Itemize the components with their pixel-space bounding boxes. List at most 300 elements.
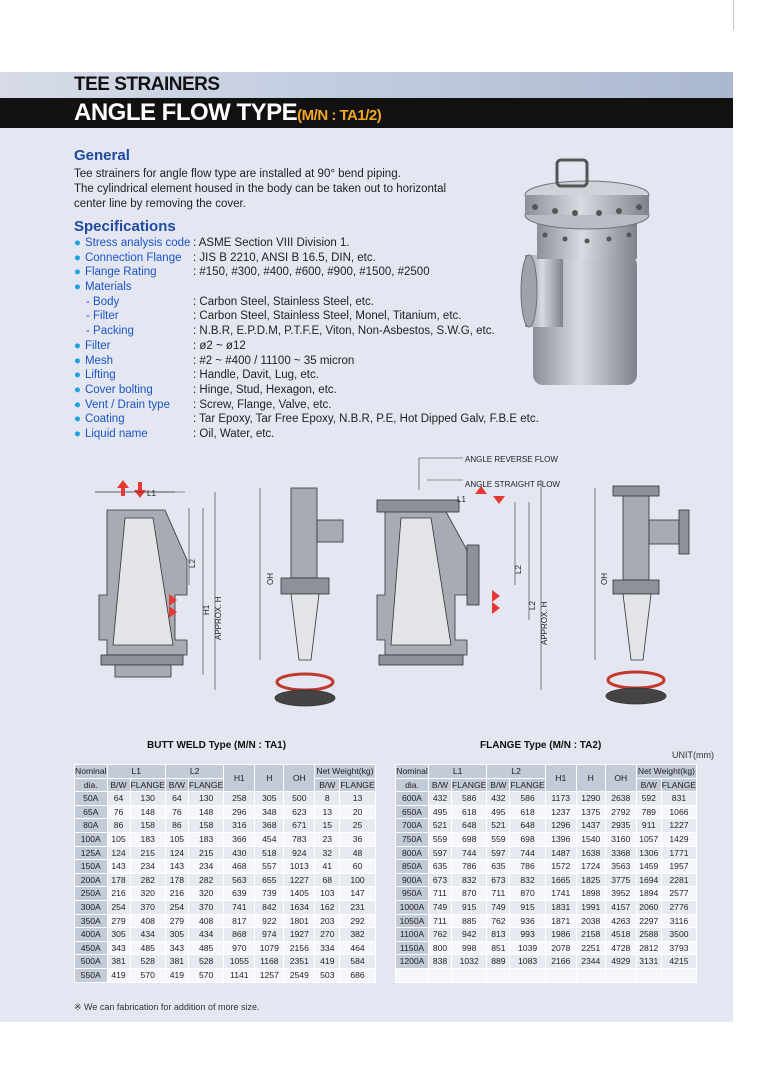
bullet-icon: ● [74,266,81,279]
table-cell: 432 [429,792,452,806]
specifications-list [74,236,574,442]
table-cell: 2776 [661,900,696,914]
spec-key [86,295,119,310]
spec-row [74,339,574,354]
nominal-dia-cell: 450A [75,941,108,955]
general-line: Tee strainers for angle flow type are installed at 90° bend piping. [74,168,401,180]
table-cell: 686 [340,968,375,982]
nominal-dia-cell: 550A [75,968,108,982]
table-cell-empty [661,968,696,982]
spec-value: : #150, #300, #400, #600, #900, #1500, #2500 [193,266,430,279]
table-cell: 370 [130,900,165,914]
table-cell: 570 [130,968,165,982]
table-cell: 597 [487,846,510,860]
table-cell: 215 [130,846,165,860]
spec-key-text: Liquid name [84,427,148,440]
table-cell: 68 [315,873,340,887]
label-l2-flange-inner: L2 [528,601,537,610]
table-cell-empty [545,968,576,982]
table-cell: 234 [130,860,165,874]
table-cell: 124 [107,846,130,860]
table-cell: 1290 [576,792,605,806]
nominal-dia-cell: 1100A [396,928,429,942]
dimension-table-left [74,764,376,983]
nominal-dia-cell: 800A [396,846,429,860]
table-cell: 557 [255,860,284,874]
table-cell: 915 [452,900,487,914]
table-cell-empty [636,968,661,982]
nominal-dia-cell: 50A [75,792,108,806]
nominal-dia-cell: 750A [396,832,429,846]
table-cell: 586 [510,792,545,806]
table-cell: 3160 [605,832,636,846]
table-cell: 279 [107,914,130,928]
table-cell: 86 [165,819,188,833]
table-row [396,914,697,928]
table-cell: 1405 [284,887,315,901]
table-cell: 305 [165,928,188,942]
table-cell: 231 [340,900,375,914]
spec-key-text: Flange Rating [84,266,157,279]
nominal-dia-cell: 125A [75,846,108,860]
table-cell: 2351 [284,955,315,969]
table-cell: 1257 [255,968,284,982]
bullet-icon: ● [74,369,81,382]
table-cell: 1540 [576,832,605,846]
table-cell: 1741 [545,887,576,901]
table-cell: 495 [487,805,510,819]
table-cell: 2297 [636,914,661,928]
table-cell: 889 [487,955,510,969]
header-weight-flange: FLANGE [340,778,375,792]
table-cell: 559 [429,832,452,846]
table-cell: 178 [107,873,130,887]
spec-row [74,309,574,324]
table-cell: 711 [429,914,452,928]
table-cell: 635 [487,860,510,874]
table-cell: 382 [340,928,375,942]
bullet-icon: ● [74,398,81,411]
spec-key [74,412,125,427]
table-cell: 2251 [576,941,605,955]
table-cell: 464 [340,941,375,955]
spec-key [74,265,157,280]
label-approx-h-flange: APPROX. H [540,601,549,645]
table-cell: 76 [107,805,130,819]
table-cell: 254 [107,900,130,914]
table-cell: 148 [130,805,165,819]
table-cell: 2078 [545,941,576,955]
table-cell: 1694 [636,873,661,887]
table-cell: 2038 [576,914,605,928]
spec-value: : #2 ~ #400 / 11100 ~ 35 micron [193,354,355,367]
table-cell: 1927 [284,928,315,942]
table-cell: 60 [340,860,375,874]
page-edge-line [733,0,734,30]
spec-key [74,280,132,295]
spec-row [74,280,574,295]
table-cell: 838 [429,955,452,969]
header-l1: L1 [429,765,487,779]
header-flange: FLANGE [130,778,165,792]
table-cell: 4518 [605,928,636,942]
label-angle-reverse: ANGLE REVERSE FLOW [465,455,558,464]
table-cell: 13 [315,805,340,819]
table-cell: 368 [255,819,284,833]
spec-row [74,354,574,369]
table-cell: 1039 [510,941,545,955]
table-row [75,887,376,901]
nominal-dia-cell: 1200A [396,955,429,969]
table-cell: 454 [255,832,284,846]
header-nominal: Nominal [396,765,429,779]
spec-key-text: Materials [84,281,132,294]
table-cell: 4728 [605,941,636,955]
table-cell: 292 [340,914,375,928]
header-bw: B/W [487,778,510,792]
table-cell: 143 [107,860,130,874]
table-cell: 430 [224,846,255,860]
dimension-lines [135,458,595,690]
table-cell: 993 [510,928,545,942]
table-cell: 618 [510,805,545,819]
header-weight: Net Weight(kg) [636,765,696,779]
table-cell: 4215 [661,955,696,969]
table-cell: 381 [107,955,130,969]
table-cell: 2166 [545,955,576,969]
table-header-row [396,765,697,779]
table-cell: 711 [487,887,510,901]
table-cell: 2577 [661,887,696,901]
header-oh: OH [605,765,636,792]
nominal-dia-cell: 900A [396,873,429,887]
table-cell: 1375 [576,805,605,819]
table-cell: 305 [255,792,284,806]
table-cell: 521 [429,819,452,833]
spec-row [74,398,574,413]
table-cell: 762 [429,928,452,942]
table-cell: 1991 [576,900,605,914]
spec-key-text: Connection Flange [84,251,182,264]
table-row [396,887,697,901]
table-cell-empty [605,968,636,982]
table-cell: 485 [188,941,223,955]
table-row [75,860,376,874]
table-cell: 936 [510,914,545,928]
spec-key-text: - Filter [86,310,119,323]
table-cell: 320 [130,887,165,901]
table-cell: 1227 [661,819,696,833]
table-cell: 419 [315,955,340,969]
table-cell: 279 [165,914,188,928]
table-cell: 698 [510,832,545,846]
table-row [396,928,697,942]
flange-section-drawing [377,500,479,665]
table-cell: 597 [429,846,452,860]
table-cell: 2935 [605,819,636,833]
table-cell: 86 [107,819,130,833]
table-header-row [75,765,376,779]
table-cell: 528 [188,955,223,969]
table-cell: 851 [487,941,510,955]
table-cell: 942 [452,928,487,942]
table-cell: 15 [315,819,340,833]
table-cell: 1168 [255,955,284,969]
spec-row [74,427,574,442]
table-cell: 215 [188,846,223,860]
header-dia: dia. [75,778,108,792]
table-cell: 32 [315,846,340,860]
table-cell: 1057 [636,832,661,846]
header-flange: FLANGE [188,778,223,792]
table-cell: 623 [284,805,315,819]
nominal-dia-cell: 200A [75,873,108,887]
header-flange: FLANGE [452,778,487,792]
nominal-dia-cell: 350A [75,914,108,928]
table-cell: 911 [636,819,661,833]
table-cell: 105 [107,832,130,846]
table-row-empty [396,968,697,982]
spec-key [86,309,119,324]
general-line: The cylindrical element housed in the body can be taken out to horizontal [74,183,447,195]
table-cell: 570 [188,968,223,982]
nominal-dia-cell: 1150A [396,941,429,955]
table-cell: 648 [452,819,487,833]
table-cell: 618 [452,805,487,819]
table-row [75,900,376,914]
table-cell: 1306 [636,846,661,860]
title-main-text: ANGLE FLOW TYPE [74,99,298,126]
table-cell: 203 [315,914,340,928]
table-cell: 749 [487,900,510,914]
table-cell: 100 [340,873,375,887]
table-cell: 586 [452,792,487,806]
table-cell: 3368 [605,846,636,860]
table-cell: 1487 [545,846,576,860]
table-cell: 76 [165,805,188,819]
header-weight: Net Weight(kg) [315,765,375,779]
table-cell: 1173 [545,792,576,806]
spec-key-text: Mesh [84,354,114,367]
table-cell: 786 [510,860,545,874]
spec-row [74,236,574,251]
table-cell: 1396 [545,832,576,846]
table-cell: 2638 [605,792,636,806]
spec-key [74,383,153,398]
bullet-icon: ● [74,413,81,426]
spec-row [74,265,574,280]
table-row [75,805,376,819]
spec-value: : JIS B 2210, ANSI B 16.5, DIN, etc. [193,251,376,264]
table-row [75,941,376,955]
table-cell: 1957 [661,860,696,874]
table-cell: 3563 [605,860,636,874]
table-cell: 158 [130,819,165,833]
table-row [396,819,697,833]
spec-value: : N.B.R, E.P.D.M, P.T.F.E, Viton, Non-Asbestos, S.W.G, etc. [193,325,495,338]
spec-row [74,368,574,383]
table-cell: 343 [107,941,130,955]
table-cell: 970 [224,941,255,955]
strainer-photo [515,155,665,395]
table-cell: 2588 [636,928,661,942]
spec-value: : Oil, Water, etc. [193,427,275,440]
table-row [75,955,376,969]
header-title-top: TEE STRAINERS [74,74,220,95]
spec-value: : Hinge, Stud, Hexagon, etc. [193,383,337,396]
spec-key [74,251,182,266]
general-text [74,167,494,212]
table-cell: 282 [130,873,165,887]
header-oh: OH [284,765,315,792]
spec-row [74,324,574,339]
table-cell: 924 [284,846,315,860]
table-row [396,941,697,955]
table-cell: 147 [340,887,375,901]
table-cell: 103 [315,887,340,901]
flange-tee-drawing [606,486,689,704]
spec-value: : ASME Section VIII Division 1. [193,237,350,249]
table-cell: 741 [224,900,255,914]
table-cell: 348 [255,805,284,819]
spec-key-text: Coating [84,413,125,426]
nominal-dia-cell: 650A [396,805,429,819]
spec-key-text: Vent / Drain type [84,398,170,411]
header-weight-flange: FLANGE [661,778,696,792]
table-cell-empty [576,968,605,982]
nominal-dia-cell: 150A [75,860,108,874]
table-row [75,873,376,887]
header-bw: B/W [165,778,188,792]
spec-value: : ø2 ~ ø12 [193,339,246,352]
center-tee-drawing [275,488,343,706]
table-cell: 124 [165,846,188,860]
table-cell: 673 [429,873,452,887]
table-cell: 2812 [636,941,661,955]
table-cell: 1572 [545,860,576,874]
table-cell: 800 [429,941,452,955]
table-cell: 183 [188,832,223,846]
table-cell: 4263 [605,914,636,928]
table-cell: 148 [188,805,223,819]
table-cell: 817 [224,914,255,928]
table-cell: 381 [165,955,188,969]
header-dia: dia. [396,778,429,792]
header-h1: H1 [224,765,255,792]
table-row [396,846,697,860]
table-cell: 635 [429,860,452,874]
table-cell: 25 [340,819,375,833]
header-l2: L2 [165,765,223,779]
table-cell: 183 [130,832,165,846]
spec-key-text: Cover bolting [84,383,153,396]
spec-key [74,236,190,251]
dimension-table-right [395,764,697,983]
table-cell: 162 [315,900,340,914]
nominal-dia-cell: 500A [75,955,108,969]
table-cell: 4157 [605,900,636,914]
nominal-dia-cell: 100A [75,832,108,846]
label-l1: L1 [147,489,156,498]
nominal-dia-cell: 700A [396,819,429,833]
table-cell: 320 [188,887,223,901]
table-cell-empty [487,968,510,982]
table-cell: 503 [315,968,340,982]
table-cell: 334 [315,941,340,955]
specifications-heading: Specifications [74,218,176,235]
label-l1-flange: L1 [457,495,466,504]
table-cell: 419 [165,968,188,982]
table-row [75,792,376,806]
table-cell: 1055 [224,955,255,969]
table-cell: 282 [188,873,223,887]
nominal-dia-cell: 1000A [396,900,429,914]
spec-key [74,368,116,383]
table-cell: 1066 [661,805,696,819]
bullet-icon: ● [74,251,81,264]
label-angle-straight: ANGLE STRAIGHT FLOW [465,480,560,489]
nominal-dia-cell: 400A [75,928,108,942]
nominal-dia-cell: 850A [396,860,429,874]
table-cell: 1894 [636,887,661,901]
table-cell: 592 [636,792,661,806]
table-row [75,819,376,833]
spec-key-text: - Packing [86,325,134,338]
table-cell: 434 [188,928,223,942]
table-row [396,860,697,874]
table-cell: 870 [510,887,545,901]
table-cell: 316 [224,819,255,833]
table-row [75,928,376,942]
table-cell: 1141 [224,968,255,982]
table-row [396,873,697,887]
label-approx-h: APPROX. H [214,596,223,640]
spec-row [74,251,574,266]
table-cell: 885 [452,914,487,928]
table-row [75,968,376,982]
table-cell: 1986 [545,928,576,942]
table-cell: 13 [340,792,375,806]
table-cell: 1237 [545,805,576,819]
table-cell: 842 [255,900,284,914]
table-cell: 2549 [284,968,315,982]
table-cell: 2344 [576,955,605,969]
table-cell: 258 [224,792,255,806]
bullet-icon: ● [74,354,81,367]
table-cell: 783 [284,832,315,846]
spec-key-text: Stress analysis code [84,237,191,249]
table-cell: 1638 [576,846,605,860]
technical-drawing [95,450,735,740]
table-cell-empty [510,968,545,982]
table-cell: 3116 [661,914,696,928]
table-cell: 648 [510,819,545,833]
table-cell: 3500 [661,928,696,942]
header-weight-bw: B/W [636,778,661,792]
table-row [396,900,697,914]
table-cell: 813 [487,928,510,942]
spec-key-text: Lifting [84,369,116,382]
table-cell: 48 [340,846,375,860]
table-cell-empty [452,968,487,982]
table-cell: 655 [255,873,284,887]
unit-label: UNIT(mm) [672,750,714,760]
nominal-dia-cell: 600A [396,792,429,806]
table-cell: 1437 [576,819,605,833]
spec-value: : Screw, Flange, Valve, etc. [193,398,332,411]
bullet-icon: ● [74,383,81,396]
spec-row [74,295,574,310]
